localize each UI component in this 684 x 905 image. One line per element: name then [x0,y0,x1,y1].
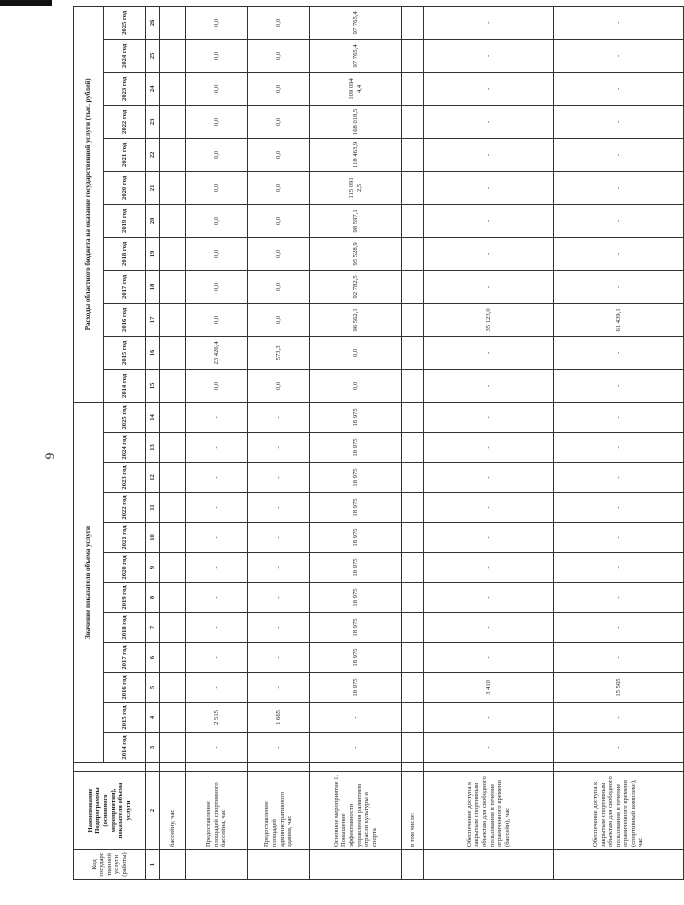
volume-cell [402,583,424,613]
expense-cell: - [554,72,684,105]
volume-year-header: 2023 год [104,463,146,493]
volume-cell: - [186,493,248,523]
row-code [186,850,248,880]
volume-cell [402,703,424,733]
volume-cell: - [424,733,554,763]
expense-cell [160,204,186,237]
row-name: Предоставление площадей спортивного бассейна, час [186,772,248,850]
row-name: Предоставление площадей административного здания, час [248,772,310,850]
expense-cell [402,369,424,402]
volume-cell: - [248,553,310,583]
volume-cell: - [424,703,554,733]
volume-cell: - [186,643,248,673]
volume-year-header: 2022 год [104,493,146,523]
volume-cell: - [424,553,554,583]
expense-cell [160,72,186,105]
row-code [160,850,186,880]
expense-year-header: 2022 год [104,105,146,138]
row-code [310,850,402,880]
column-number: 1 [146,850,160,880]
volume-cell: - [424,643,554,673]
column-number: 15 [146,369,160,402]
expense-cell: 97 765,4 [310,6,402,39]
volume-year-header: 2016 год [104,673,146,703]
expense-cell: - [554,369,684,402]
expense-cell: 0,0 [248,72,310,105]
expense-cell [402,138,424,171]
column-number: 17 [146,303,160,336]
expense-cell: - [424,105,554,138]
expense-cell: 0,0 [310,336,402,369]
column-number: 24 [146,72,160,105]
expense-cell: - [424,336,554,369]
row-code [248,850,310,880]
volume-cell: 18 975 [310,463,402,493]
column-number: 12 [146,463,160,493]
expense-cell: - [554,105,684,138]
expense-year-header: 2017 год [104,270,146,303]
volume-cell: 18 975 [310,643,402,673]
row-spacer [160,763,186,772]
expense-year-header: 2020 год [104,171,146,204]
expense-cell: 35 123,0 [424,303,554,336]
expense-cell [402,303,424,336]
expense-cell: 0,0 [248,105,310,138]
volume-cell: 18 975 [310,402,402,432]
row-spacer [424,763,554,772]
volume-cell: - [554,733,684,763]
volume-cell: - [248,733,310,763]
column-number: 18 [146,270,160,303]
volume-year-header: 2019 год [104,583,146,613]
volume-year-header: 2014 год [104,733,146,763]
volume-cell: - [186,523,248,553]
expense-cell [402,105,424,138]
expense-cell: - [424,237,554,270]
row-name: бассейну, час [160,772,186,850]
volume-cell: 18 975 [310,523,402,553]
volume-cell: - [424,613,554,643]
expense-cell: - [424,171,554,204]
expense-cell: 0,0 [186,237,248,270]
volume-cell [160,583,186,613]
expense-cell [402,336,424,369]
column-number: 16 [146,336,160,369]
expense-cell: 92 782,5 [310,270,402,303]
volume-cell: - [186,433,248,463]
expense-cell: 0,0 [186,105,248,138]
volume-cell: - [186,553,248,583]
expense-cell: - [554,171,684,204]
volume-cell [160,673,186,703]
volume-year-header: 2018 год [104,613,146,643]
volume-cell: - [248,613,310,643]
volume-cell: - [554,402,684,432]
volume-cell: - [424,493,554,523]
volume-year-header: 2017 год [104,643,146,673]
volume-cell: 18 975 [310,493,402,523]
expense-cell: 109 094 4,4 [310,72,402,105]
expense-cell: 0,0 [248,237,310,270]
volume-cell: - [310,733,402,763]
row-name: в том числе: [402,772,424,850]
volume-cell: - [186,673,248,703]
row-spacer [186,763,248,772]
volume-year-header: 2024 год [104,433,146,463]
volume-cell [160,703,186,733]
volume-cell: - [248,583,310,613]
volume-cell: - [554,583,684,613]
expense-cell: 0,0 [248,270,310,303]
volume-cell [402,733,424,763]
expense-cell: 61 439,1 [554,303,684,336]
expense-year-header: 2021 год [104,138,146,171]
expense-cell: 0,0 [248,39,310,72]
expense-cell: 0,0 [186,270,248,303]
expense-cell: 0,0 [186,72,248,105]
expense-cell: - [424,138,554,171]
volume-cell [160,493,186,523]
expense-cell [402,171,424,204]
expense-cell: 96 562,1 [310,303,402,336]
volume-cell: - [424,402,554,432]
volume-cell [402,523,424,553]
row-code [402,850,424,880]
column-number: 13 [146,433,160,463]
volume-cell [160,523,186,553]
expense-cell [160,39,186,72]
volume-cell: - [424,583,554,613]
expense-year-header: 2016 год [104,303,146,336]
table-row [402,6,424,879]
expense-cell: 0,0 [310,369,402,402]
volume-cell [402,402,424,432]
volume-cell [160,613,186,643]
expense-cell: - [424,204,554,237]
volume-cell: 15 565 [554,673,684,703]
expense-cell [160,303,186,336]
volume-year-header: 2015 год [104,703,146,733]
services-table [73,6,684,880]
volume-cell: - [554,493,684,523]
expense-cell: 0,0 [186,39,248,72]
header-code: Код государственной услуги (работы) [74,850,146,880]
expense-cell: 573,3 [248,336,310,369]
volume-cell: - [554,553,684,583]
expense-cell: 0,0 [248,138,310,171]
expense-year-header: 2024 год [104,39,146,72]
volume-cell: 18 975 [310,673,402,703]
table-row [554,6,684,879]
column-number: 19 [146,237,160,270]
volume-cell: 2 515 [186,703,248,733]
expense-cell: 0,0 [248,204,310,237]
row-name: Обеспечение доступа к закрытым спортивным объектам для свободного пользования в течение ограниченного времени (бассейн), час [424,772,554,850]
volume-cell: - [248,463,310,493]
column-number: 3 [146,733,160,763]
column-number: 2 [146,772,160,850]
column-number: 5 [146,673,160,703]
header-name: Наименование Подпрограммы (основного мероприятия), показателя объема услуги [74,772,146,850]
volume-cell: - [186,583,248,613]
column-number: 25 [146,39,160,72]
expense-cell: 0,0 [186,303,248,336]
expense-year-header: 2015 год [104,336,146,369]
expense-cell: 0,0 [186,204,248,237]
table-row [160,6,186,879]
expense-cell [160,237,186,270]
expense-cell: 0,0 [186,138,248,171]
volume-cell: - [554,523,684,553]
volume-cell [402,493,424,523]
volume-cell: - [554,643,684,673]
row-spacer [554,763,684,772]
column-number: 11 [146,493,160,523]
volume-cell: - [554,613,684,643]
volume-cell: - [248,402,310,432]
expense-cell [160,369,186,402]
volume-cell: - [248,673,310,703]
expense-cell [402,72,424,105]
expense-cell: - [554,336,684,369]
expense-cell: - [424,270,554,303]
expense-cell [160,270,186,303]
volume-cell: - [186,733,248,763]
header-expense-group: Расходы областного бюджета на оказание государственной услуги (тыс. рублей) [74,6,104,402]
expense-cell: 115 091 2,5 [310,171,402,204]
column-number: 21 [146,171,160,204]
volume-cell: - [186,613,248,643]
volume-cell [160,733,186,763]
expense-cell: - [554,204,684,237]
expense-cell: - [424,39,554,72]
column-number: 4 [146,703,160,733]
volume-cell [402,643,424,673]
expense-cell: 23 426,4 [186,336,248,369]
volume-cell: - [424,433,554,463]
expense-cell: - [424,369,554,402]
expense-year-header: 2023 год [104,72,146,105]
expense-cell: - [554,6,684,39]
header-volume-group: Значение показателя объема услуги [74,402,104,762]
volume-cell: 3 410 [424,673,554,703]
expense-cell [160,336,186,369]
page-number: 9 [42,452,57,460]
volume-cell: 1 665 [248,703,310,733]
volume-cell [402,673,424,703]
volume-cell [402,433,424,463]
expense-cell: 0,0 [248,171,310,204]
expense-cell [402,237,424,270]
expense-cell: 97 765,4 [310,39,402,72]
row-code [554,850,684,880]
row-spacer [248,763,310,772]
volume-cell: 18 975 [310,613,402,643]
volume-cell: - [186,402,248,432]
column-number: 20 [146,204,160,237]
column-number: 23 [146,105,160,138]
expense-year-header: 2025 год [104,6,146,39]
expense-cell [402,39,424,72]
column-number: 22 [146,138,160,171]
expense-cell: 98 597,1 [310,204,402,237]
column-number: 8 [146,583,160,613]
expense-cell: 118 463,9 [310,138,402,171]
expense-cell: - [554,138,684,171]
volume-cell: - [554,433,684,463]
volume-cell [402,553,424,583]
volume-cell: - [424,463,554,493]
volume-cell: 18 975 [310,433,402,463]
expense-cell [160,171,186,204]
volume-cell: 18 975 [310,583,402,613]
corner-mark [0,0,52,6]
expense-cell [402,204,424,237]
expense-cell [160,6,186,39]
expense-cell: - [554,270,684,303]
expense-cell: - [424,6,554,39]
volume-cell: - [186,463,248,493]
table-row [424,6,554,879]
volume-cell: - [424,523,554,553]
row-name: Основное мероприятие 1. Повышение эффективности управления развитием отрасли культуры и спорта [310,772,402,850]
volume-year-header: 2021 год [104,523,146,553]
column-number: 6 [146,643,160,673]
expense-cell: - [554,39,684,72]
expense-cell [402,270,424,303]
volume-cell [160,433,186,463]
expense-cell: 0,0 [248,369,310,402]
expense-cell [160,105,186,138]
row-code [424,850,554,880]
volume-cell: - [248,433,310,463]
table-row [186,6,248,879]
volume-cell [160,553,186,583]
table-row [248,6,310,879]
expense-cell: - [424,72,554,105]
volume-cell [402,613,424,643]
expense-cell: 95 528,9 [310,237,402,270]
volume-cell [160,463,186,493]
volume-cell [160,643,186,673]
expense-cell: 0,0 [186,369,248,402]
volume-cell [402,463,424,493]
volume-year-header: 2020 год [104,553,146,583]
volume-cell: - [248,523,310,553]
column-number: 26 [146,6,160,39]
expense-year-header: 2018 год [104,237,146,270]
expense-cell: 0,0 [186,171,248,204]
expense-cell [160,138,186,171]
volume-cell: 18 975 [310,553,402,583]
expense-cell: 0,0 [248,303,310,336]
row-spacer [310,763,402,772]
expense-cell [402,6,424,39]
rotated-table-container [73,10,645,880]
column-number-spacer [146,763,160,772]
column-number: 7 [146,613,160,643]
volume-cell: - [310,703,402,733]
volume-cell: - [554,703,684,733]
volume-cell: - [248,493,310,523]
volume-year-header: 2025 год [104,402,146,432]
expense-cell: 168 018,5 [310,105,402,138]
expense-cell: 0,0 [186,6,248,39]
column-number: 10 [146,523,160,553]
table-row [310,6,402,879]
row-name: Обеспечение доступа к закрытым спортивным объектам для свободного пользования в течение ограниченного времени (спортивный комплекс), час [554,772,684,850]
expense-cell: - [554,237,684,270]
volume-cell: - [554,463,684,493]
header-spacer [74,763,146,772]
column-number: 9 [146,553,160,583]
expense-year-header: 2014 год [104,369,146,402]
volume-cell [160,402,186,432]
expense-year-header: 2019 год [104,204,146,237]
row-spacer [402,763,424,772]
column-number: 14 [146,402,160,432]
volume-cell: - [248,643,310,673]
expense-cell: 0,0 [248,6,310,39]
